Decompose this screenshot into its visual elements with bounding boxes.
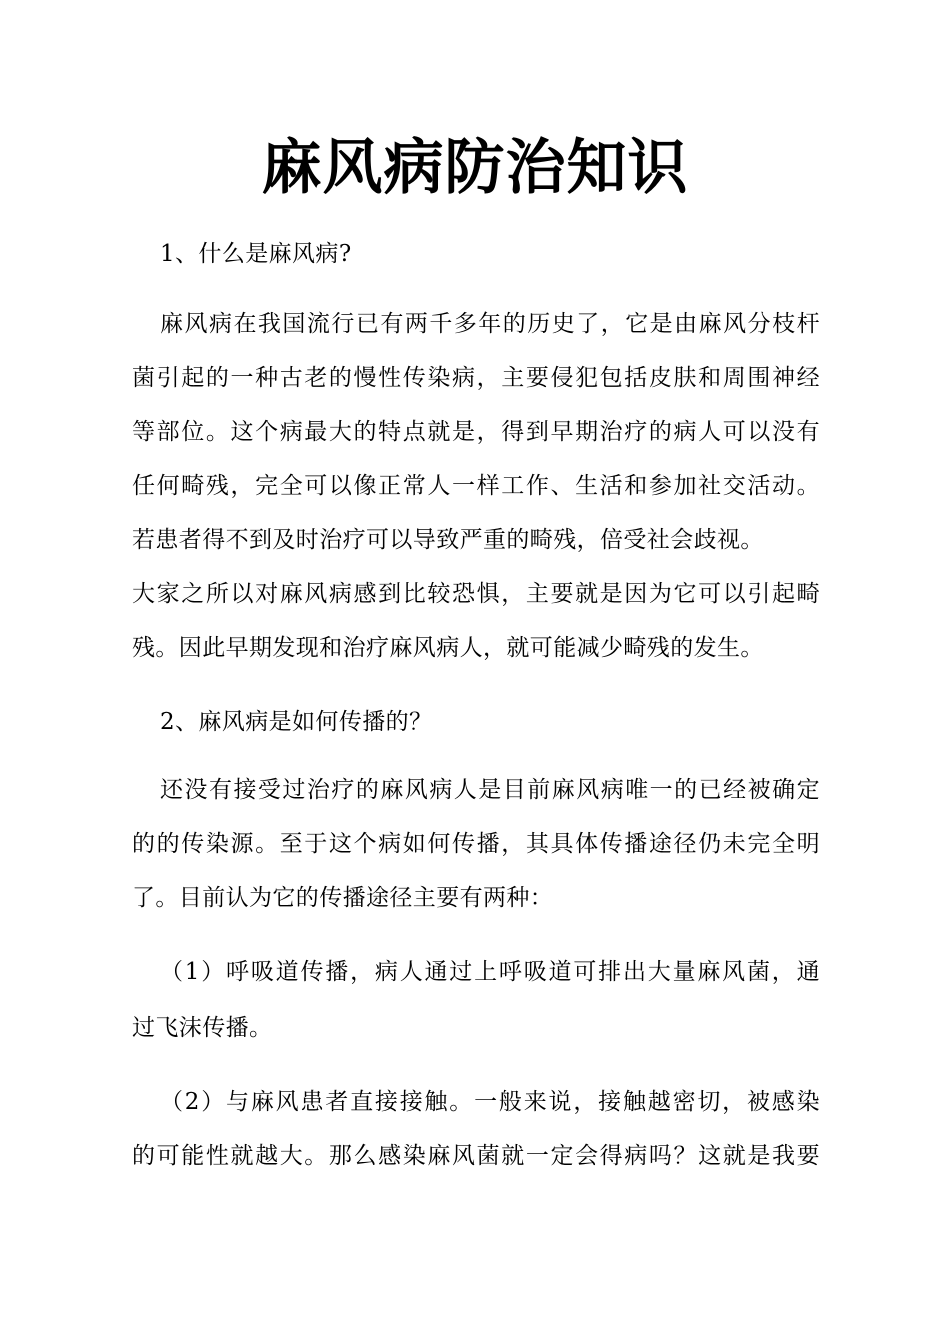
paragraph-line: （2）与麻风患者直接接触。一般来说，接触越密切，被感染: [160, 1089, 820, 1115]
paragraph-line: 了。目前认为它的传播途径主要有两种：: [132, 885, 554, 911]
paragraph-line: （1）呼吸道传播，病人通过上呼吸道可排出大量麻风菌，通: [160, 959, 820, 985]
page-title: 麻风病防治知识: [261, 133, 689, 203]
paragraph-line: 任何畸残，完全可以像正常人一样工作、生活和参加社交活动。: [132, 473, 820, 499]
paragraph-line: 的的传染源。至于这个病如何传播，其具体传播途径仍未完全明: [132, 831, 820, 857]
paragraph-line: 若患者得不到及时治疗可以导致严重的畸残，倍受社会歧视。: [132, 527, 764, 553]
paragraph-line: 菌引起的一种古老的慢性传染病，主要侵犯包括皮肤和周围神经: [132, 365, 820, 391]
paragraph-line: 过飞沫传播。: [132, 1015, 273, 1041]
paragraph-line: 麻风病在我国流行已有两千多年的历史了，它是由麻风分枝杆: [160, 311, 820, 337]
paragraph-line: 残。因此早期发现和治疗麻风病人，就可能减少畸残的发生。: [132, 635, 764, 661]
paragraph-line: 的可能性就越大。那么感染麻风菌就一定会得病吗？这就是我要: [132, 1143, 820, 1169]
paragraph-line: 大家之所以对麻风病感到比较恐惧，主要就是因为它可以引起畸: [132, 581, 820, 607]
section-heading: 1、什么是麻风病?: [160, 241, 352, 267]
paragraph-line: 等部位。这个病最大的特点就是，得到早期治疗的病人可以没有: [132, 419, 820, 445]
section-heading: 2、麻风病是如何传播的？: [160, 709, 433, 735]
paragraph-line: 还没有接受过治疗的麻风病人是目前麻风病唯一的已经被确定: [160, 777, 820, 803]
